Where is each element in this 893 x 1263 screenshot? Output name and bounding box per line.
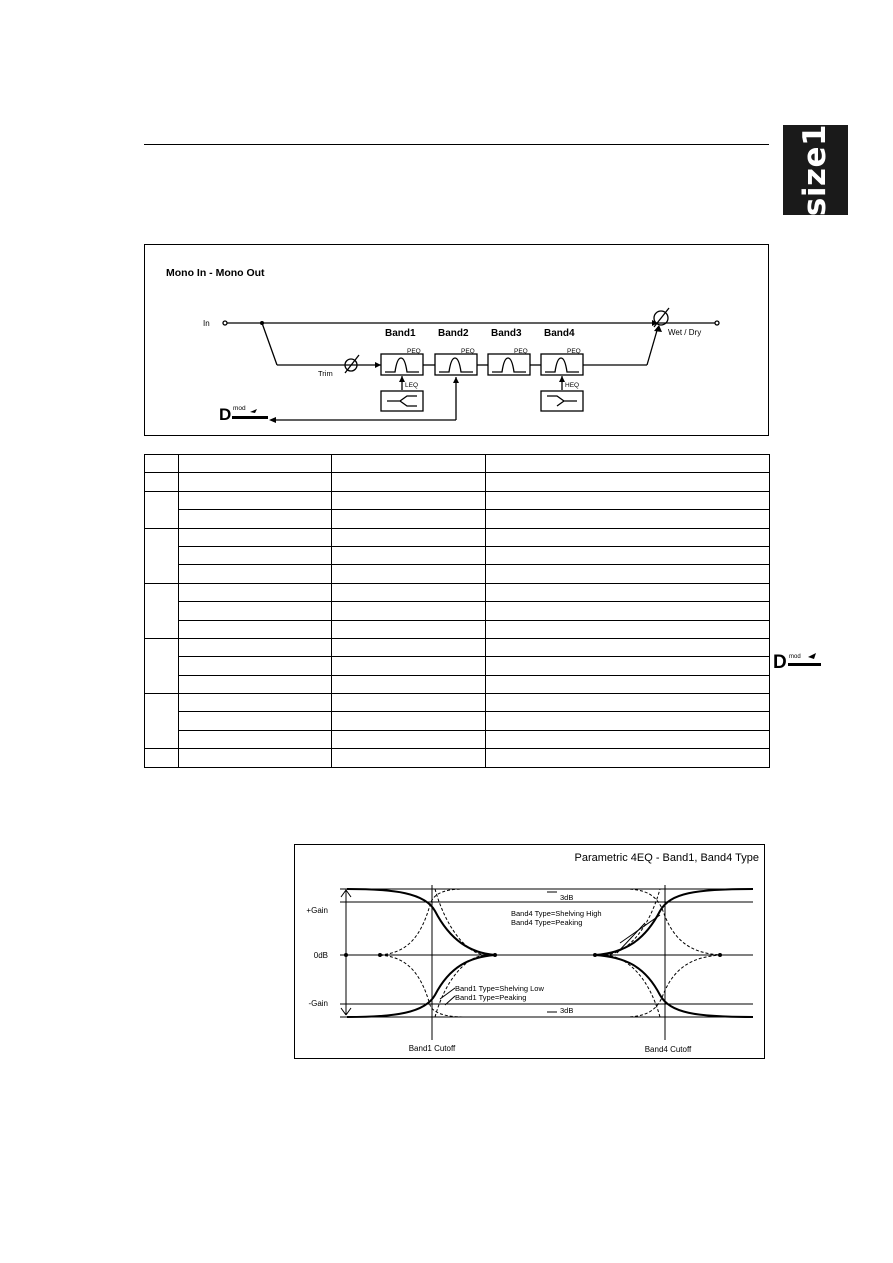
table-row xyxy=(145,473,770,491)
table-cell xyxy=(332,491,486,509)
table-cell xyxy=(486,546,770,564)
dmod-superscript: mod xyxy=(233,405,246,412)
table-cell xyxy=(486,583,770,601)
table-cell xyxy=(486,620,770,638)
table-cell xyxy=(486,602,770,620)
table-group-cell xyxy=(145,473,179,491)
wet-dry-label: Wet / Dry xyxy=(668,328,702,337)
leq-label: LEQ xyxy=(405,382,419,389)
y-label-zero-db: 0dB xyxy=(313,951,328,960)
table-cell xyxy=(179,565,332,583)
table-row xyxy=(145,694,770,712)
table-cell xyxy=(332,638,486,656)
table-cell xyxy=(179,510,332,528)
band4-label: Band4 xyxy=(544,328,575,339)
table-cell xyxy=(179,712,332,730)
y-label-minus-gain: -Gain xyxy=(308,999,328,1008)
eq-graph-title: Parametric 4EQ - Band1, Band4 Type xyxy=(574,852,759,864)
table-cell xyxy=(486,455,770,473)
table-cell xyxy=(486,730,770,748)
table-cell xyxy=(486,694,770,712)
band4-peaking-label: Band4 Type=Peaking xyxy=(511,918,583,927)
table-cell xyxy=(179,620,332,638)
input-terminal xyxy=(223,321,227,325)
table-cell xyxy=(332,657,486,675)
band1-shelf-high-curve xyxy=(347,889,495,955)
band4-shelf-high-curve xyxy=(595,889,753,955)
band3-filter: PEQ xyxy=(514,348,528,355)
table-group-cell xyxy=(145,528,179,583)
band1-peaking-label: Band1 Type=Peaking xyxy=(455,993,527,1002)
table-group-cell xyxy=(145,638,179,693)
eq-graph xyxy=(294,844,765,1059)
table-cell xyxy=(332,455,486,473)
table-row xyxy=(145,491,770,509)
table-cell xyxy=(332,694,486,712)
header-rule xyxy=(144,144,769,145)
table-cell xyxy=(332,712,486,730)
table-row xyxy=(145,565,770,583)
table-cell xyxy=(332,602,486,620)
table-row xyxy=(145,546,770,564)
table-cell xyxy=(179,455,332,473)
band2-filter: PEQ xyxy=(461,348,475,355)
band1-label: Band1 xyxy=(385,328,416,339)
table-cell xyxy=(486,657,770,675)
block-diagram-title: Mono In - Mono Out xyxy=(166,267,265,279)
dmod-arrow-icon xyxy=(250,409,257,413)
table-cell xyxy=(179,694,332,712)
block-diagram-svg xyxy=(145,245,770,437)
table-cell xyxy=(179,638,332,656)
table-row xyxy=(145,620,770,638)
table-cell xyxy=(332,730,486,748)
table-row xyxy=(145,712,770,730)
dmod-side-arrow-icon xyxy=(808,653,816,659)
section-tab xyxy=(783,125,848,215)
table-row xyxy=(145,657,770,675)
table-group-cell xyxy=(145,583,179,638)
table-cell xyxy=(179,546,332,564)
table-cell xyxy=(486,473,770,491)
table-cell xyxy=(486,510,770,528)
band4-shelf-low-curve xyxy=(595,955,753,1017)
table-row xyxy=(145,583,770,601)
block-diagram xyxy=(144,244,769,436)
table-cell xyxy=(332,620,486,638)
table-cell xyxy=(486,491,770,509)
section-tab-label: size1 xyxy=(797,123,834,217)
table-row xyxy=(145,675,770,693)
dmod-side-superscript: mod xyxy=(789,654,801,660)
table-cell xyxy=(179,528,332,546)
table-row xyxy=(145,638,770,656)
table-cell xyxy=(332,675,486,693)
table-cell xyxy=(179,657,332,675)
table-group-cell xyxy=(145,455,179,473)
trim-label: Trim xyxy=(318,369,333,378)
band1-cutoff-label: Band1 Cutoff xyxy=(408,1044,456,1053)
bottom-3db-marker: 3dB xyxy=(560,1006,574,1015)
table-cell xyxy=(332,749,486,767)
table-row xyxy=(145,730,770,748)
table-cell xyxy=(332,546,486,564)
table-cell xyxy=(486,675,770,693)
table-cell xyxy=(179,473,332,491)
heq-label: HEQ xyxy=(565,382,580,389)
band4-filter: PEQ xyxy=(567,348,581,355)
dmod-letter: D xyxy=(219,405,232,424)
zero-db-point xyxy=(344,953,348,957)
eq-graph-svg xyxy=(295,845,766,1060)
band3-label: Band3 xyxy=(491,328,522,339)
table-cell xyxy=(179,730,332,748)
table-row xyxy=(145,602,770,620)
top-3db-marker: 3dB xyxy=(560,893,574,902)
table-cell xyxy=(332,583,486,601)
table-group-cell xyxy=(145,491,179,528)
table-cell xyxy=(179,491,332,509)
table-cell xyxy=(332,528,486,546)
split-node xyxy=(260,321,264,325)
wet-branch-line xyxy=(262,323,277,365)
table-cell xyxy=(179,602,332,620)
parameter-table xyxy=(144,454,770,768)
table-group-cell xyxy=(145,749,179,767)
output-terminal xyxy=(715,321,719,325)
table-row xyxy=(145,749,770,767)
table-cell xyxy=(179,583,332,601)
band4-cutoff-label: Band4 Cutoff xyxy=(644,1045,692,1054)
dmod-side-letter: D xyxy=(773,652,787,672)
table-row xyxy=(145,528,770,546)
band1-filter: PEQ xyxy=(407,348,421,355)
table-cell xyxy=(486,712,770,730)
table-cell xyxy=(332,510,486,528)
table-row xyxy=(145,510,770,528)
table-cell xyxy=(486,565,770,583)
table-row xyxy=(145,455,770,473)
table-cell xyxy=(179,749,332,767)
y-label-plus-gain: +Gain xyxy=(306,906,328,915)
band1-shelving-label: Band1 Type=Shelving Low xyxy=(455,984,544,993)
table-cell xyxy=(486,749,770,767)
dmod-bar xyxy=(232,416,268,419)
band4-shelving-label: Band4 Type=Shelving High xyxy=(511,909,602,918)
table-cell xyxy=(179,675,332,693)
input-label: In xyxy=(203,319,210,328)
table-cell xyxy=(486,528,770,546)
table-cell xyxy=(486,638,770,656)
table-cell xyxy=(332,473,486,491)
table-group-cell xyxy=(145,694,179,749)
dmod-side-icon xyxy=(773,648,825,677)
table-cell xyxy=(332,565,486,583)
band2-label: Band2 xyxy=(438,328,469,339)
